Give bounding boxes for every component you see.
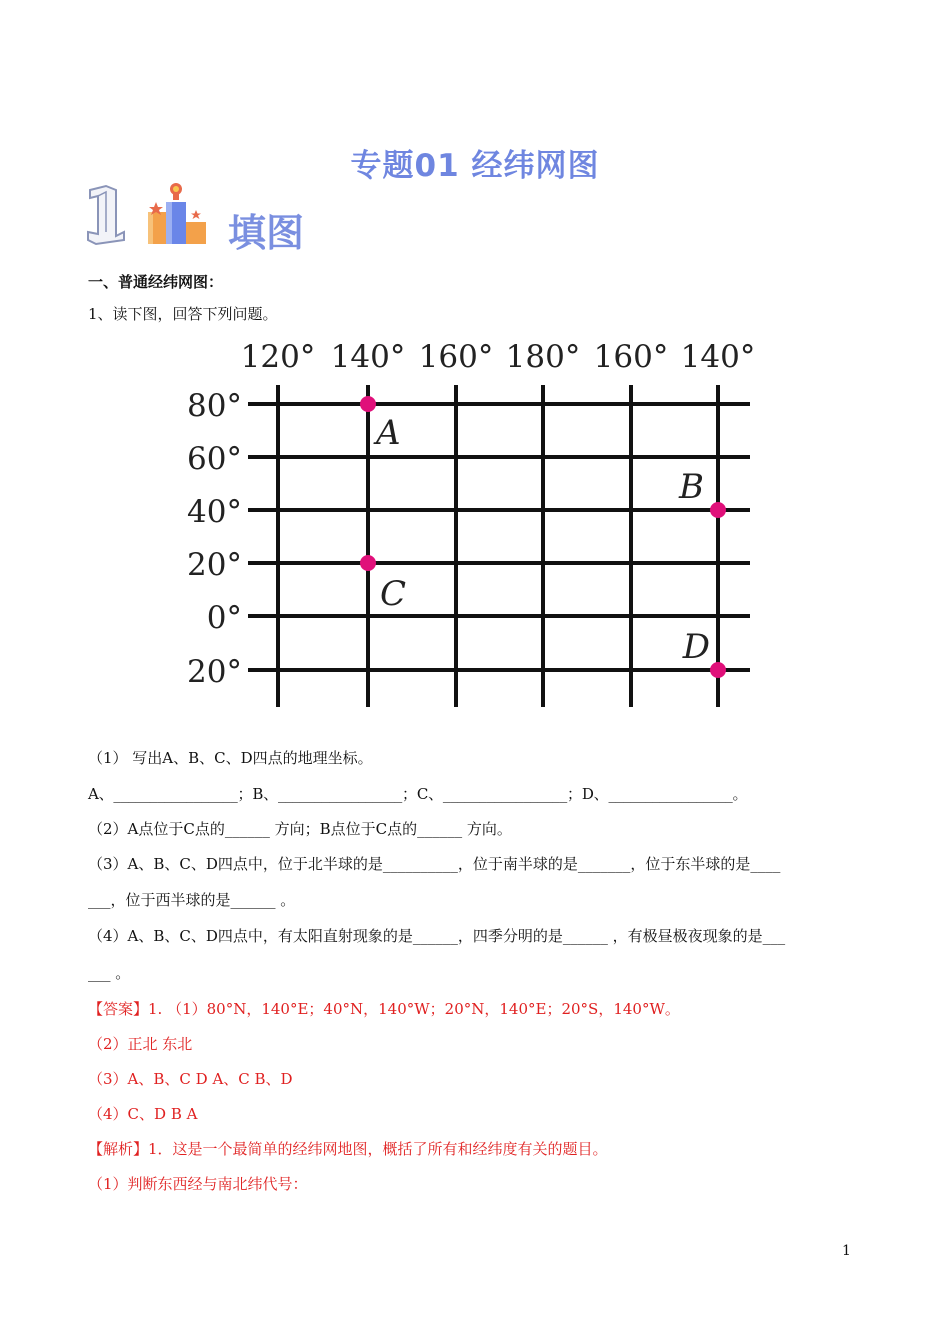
point-d-label: D [682,627,710,667]
longitude-label: 120° [240,339,316,375]
latitude-label: 20° [187,547,242,583]
question-prompt: 1、读下图，回答下列问题。 [88,305,278,323]
question-1-4-line2: ___ 。 [88,964,131,982]
page-title: 专题01 经纬网图 [350,148,600,184]
latitude-label: 20° [187,654,242,690]
point-d-marker [710,662,726,678]
page-number: 1 [842,1243,851,1259]
latitude-label: 60° [187,441,242,477]
lat-lon-grid-figure [180,335,780,715]
point-b-marker [710,502,726,518]
longitude-label: 160° [418,339,494,375]
answer-line-4: （4）C、D B A [88,1105,198,1123]
longitude-label: 180° [505,339,581,375]
answer-line-1: 【答案】1. （1）80°N，140°E；40°N，140°W；20°N，140°E；20°S，140°W。 [88,1000,680,1018]
latitude-label: 80° [187,388,242,424]
longitude-label: 140° [680,339,756,375]
longitude-label: 160° [593,339,669,375]
point-c-label: C [380,574,407,614]
answer-line-2: （2）正北 东北 [88,1035,193,1053]
answer-line-3: （3）A、B、C D A、C B、D [88,1070,293,1088]
latitude-label: 40° [187,494,242,530]
analysis-line-2: （1）判断东西经与南北纬代号： [88,1175,308,1193]
point-a-label: A [376,413,401,453]
latitude-label: 0° [206,600,242,636]
podium-logo-icon [84,182,224,248]
point-a-marker [360,396,376,412]
question-1-3-line1: （3）A、B、C、D四点中，位于北半球的是__________，位于南半球的是_______，位于东半球的是____ [88,855,781,873]
point-c-marker [360,555,376,571]
question-1-1-blanks: A、_________________；B、_________________；C、_________________；D、_________________。 [88,785,748,803]
point-b-label: B [679,467,704,507]
longitude-label: 140° [330,339,406,375]
section-heading: 填图 [228,211,305,255]
question-1-2: （2）A点位于C点的______ 方向；B点位于C点的______ 方向。 [88,820,512,838]
subsection-heading: 一、普通经纬网图： [88,273,224,291]
analysis-line-1 [88,1138,868,1160]
question-1-4-line1: （4）A、B、C、D四点中，有太阳直射现象的是______，四季分明的是______ ，有极昼极夜现象的是___ [88,927,786,945]
analysis-text-1: 【解析】1．这是一个最简单的经纬网地图，概括了所有和经纬度有关的题目。 [88,1140,608,1158]
question-1-3-line2: ___，位于西半球的是______ 。 [88,891,296,909]
question-1-1: （1） 写出A、B、C、D四点的地理坐标。 [88,749,373,767]
